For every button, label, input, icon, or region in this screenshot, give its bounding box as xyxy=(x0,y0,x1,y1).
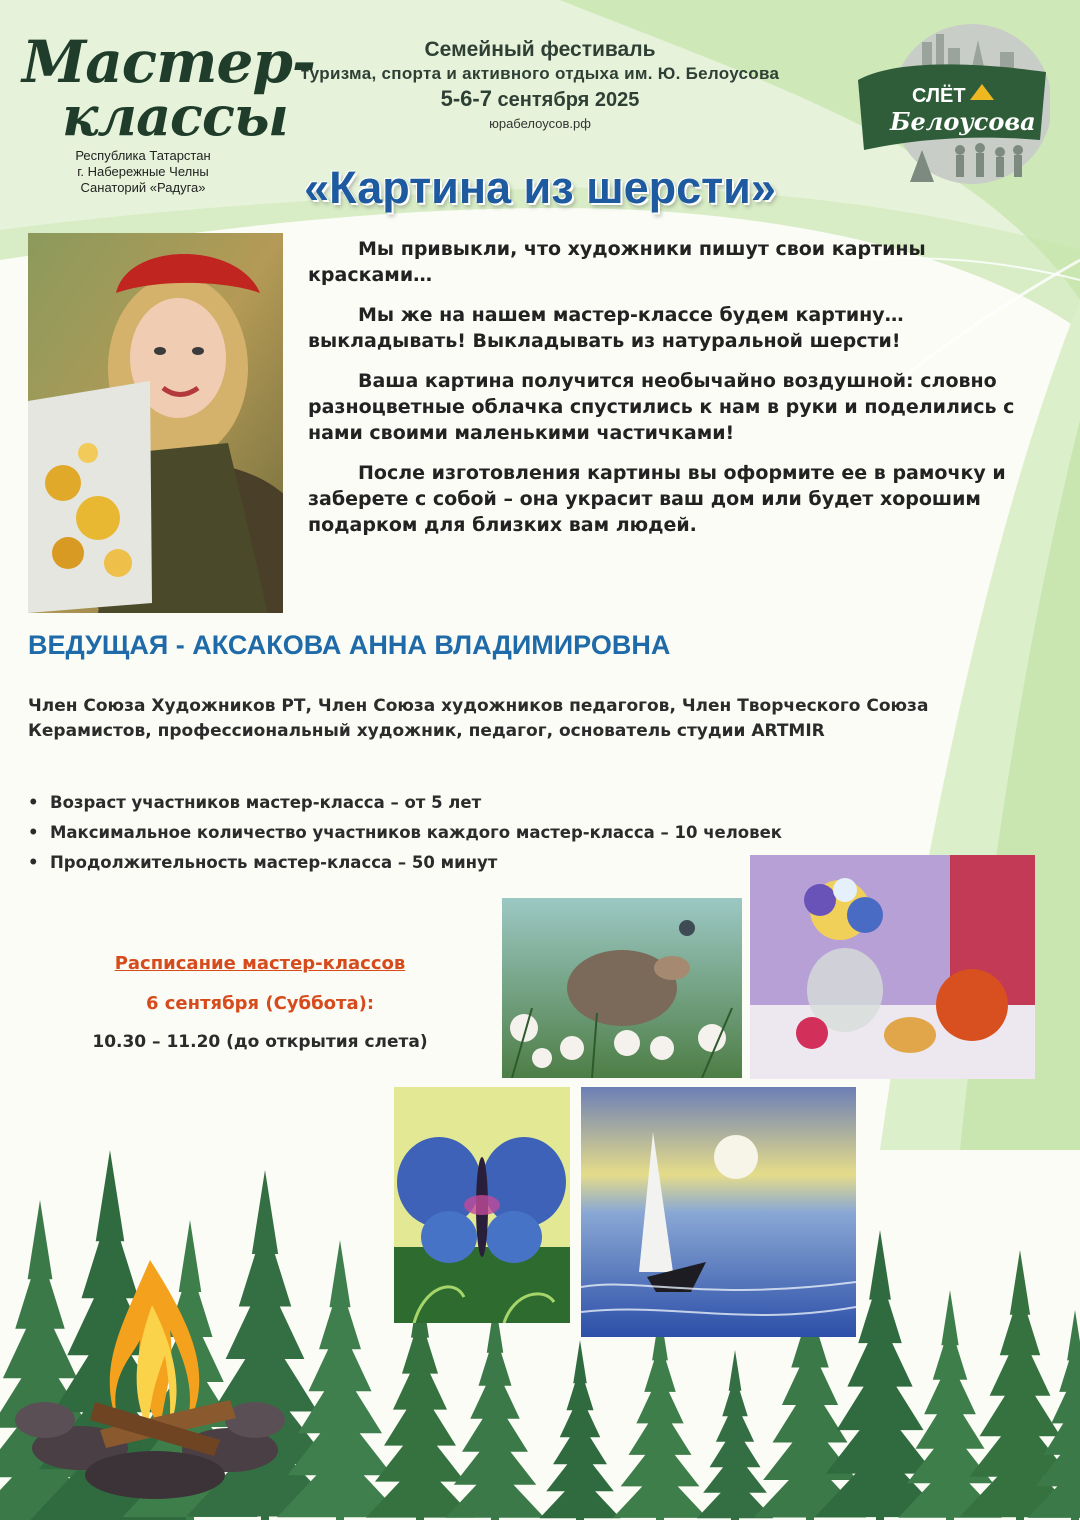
bullet-icon: • xyxy=(28,823,39,842)
description-paragraph: После изготовления картины вы оформите ее в рамочку и заберете с собой – она украсит ваш дом или будет хорошим подарком для близких вам людей. xyxy=(308,462,1006,536)
location-venue: Санаторий «Радуга» xyxy=(80,180,206,195)
description-paragraph: Мы привыкли, что художники пишут свои картины красками… xyxy=(308,238,926,286)
festival-subtitle: туризма, спорта и активного отдыха им. Ю. Белоусова xyxy=(300,64,780,83)
tree-trunk xyxy=(731,1512,739,1520)
tree-trunk xyxy=(1071,1510,1079,1520)
badge-line-2: Белоусова xyxy=(890,107,1036,136)
schedule-time: 10.30 – 11.20 (до открытия слета) xyxy=(92,1032,428,1052)
list-item xyxy=(28,818,782,848)
host-heading: ВЕДУЩАЯ - АКСАКОВА АННА ВЛАДИМИРОВНА xyxy=(28,630,671,660)
master-classes-logo xyxy=(22,28,315,148)
schedule-block xyxy=(70,948,450,1056)
artwork-sailboat-image xyxy=(581,1087,856,1337)
bullet-icon: • xyxy=(28,853,39,872)
artwork-hedgehog-image xyxy=(502,898,742,1078)
host-portrait-photo xyxy=(28,233,283,613)
tree-trunk xyxy=(946,1509,954,1520)
bullet-icon: • xyxy=(28,793,39,812)
tree-trunk xyxy=(656,1510,664,1520)
artwork-still-life-image xyxy=(750,855,1035,1079)
schedule-day: 6 сентября (Суббота): xyxy=(145,993,375,1014)
tree-trunk xyxy=(416,1508,424,1520)
description-paragraph: Ваша картина получится необычайно воздушной: словно разноцветные облачка спустились к нам в руки и поделились с нами своими маленькими частичками! xyxy=(308,370,1015,444)
list-item xyxy=(28,848,782,878)
festival-dates-numbers: 5-6-7 xyxy=(440,86,492,111)
logo-line-2: классы xyxy=(62,84,288,148)
list-item xyxy=(28,788,782,818)
schedule-title: Расписание мастер-классов xyxy=(114,953,406,974)
festival-dates xyxy=(260,86,820,112)
host-bio: Член Союза Художников РТ, Член Союза художников педагогов, Член Творческого Союза Керамистов, профессиональный художник, педагог, основатель студии ARTMIR xyxy=(28,696,929,741)
facts-list xyxy=(28,788,782,878)
tree-trunk xyxy=(1016,1507,1024,1520)
fact-text: Продолжительность мастер-класса – 50 минут xyxy=(50,853,498,872)
tree-trunk xyxy=(336,1506,344,1520)
description-paragraph: Мы же на нашем мастер-классе будем картину… выкладывать! Выкладывать из натуральной шерсти! xyxy=(308,304,904,352)
festival-title: Семейный фестиваль xyxy=(424,38,656,61)
fact-text: Возраст участников мастер-класса – от 5 лет xyxy=(50,793,482,812)
description xyxy=(308,236,1048,552)
logo-line-1: Мастер- xyxy=(22,28,315,96)
tree-trunk xyxy=(876,1506,884,1520)
festival-dates-month: сентября 2025 xyxy=(497,89,640,111)
tree-trunk xyxy=(806,1508,814,1520)
badge-line-1: СЛЁТ xyxy=(912,85,966,107)
tree-trunk xyxy=(106,1511,114,1520)
location-region: Республика Татарстан xyxy=(75,148,211,163)
tree-trunk xyxy=(491,1509,499,1520)
festival-website: юрабелоусов.рф xyxy=(489,116,591,131)
page-title: «Картина из шерсти» xyxy=(304,162,776,213)
artwork-butterfly-image xyxy=(394,1087,570,1323)
festival-info xyxy=(260,38,820,131)
location-city: г. Набережные Челны xyxy=(77,164,209,179)
fact-text: Максимальное количество участников каждого мастер-класса – 10 человек xyxy=(50,823,782,842)
tree-trunk xyxy=(261,1503,269,1520)
tree-trunk xyxy=(576,1511,584,1520)
